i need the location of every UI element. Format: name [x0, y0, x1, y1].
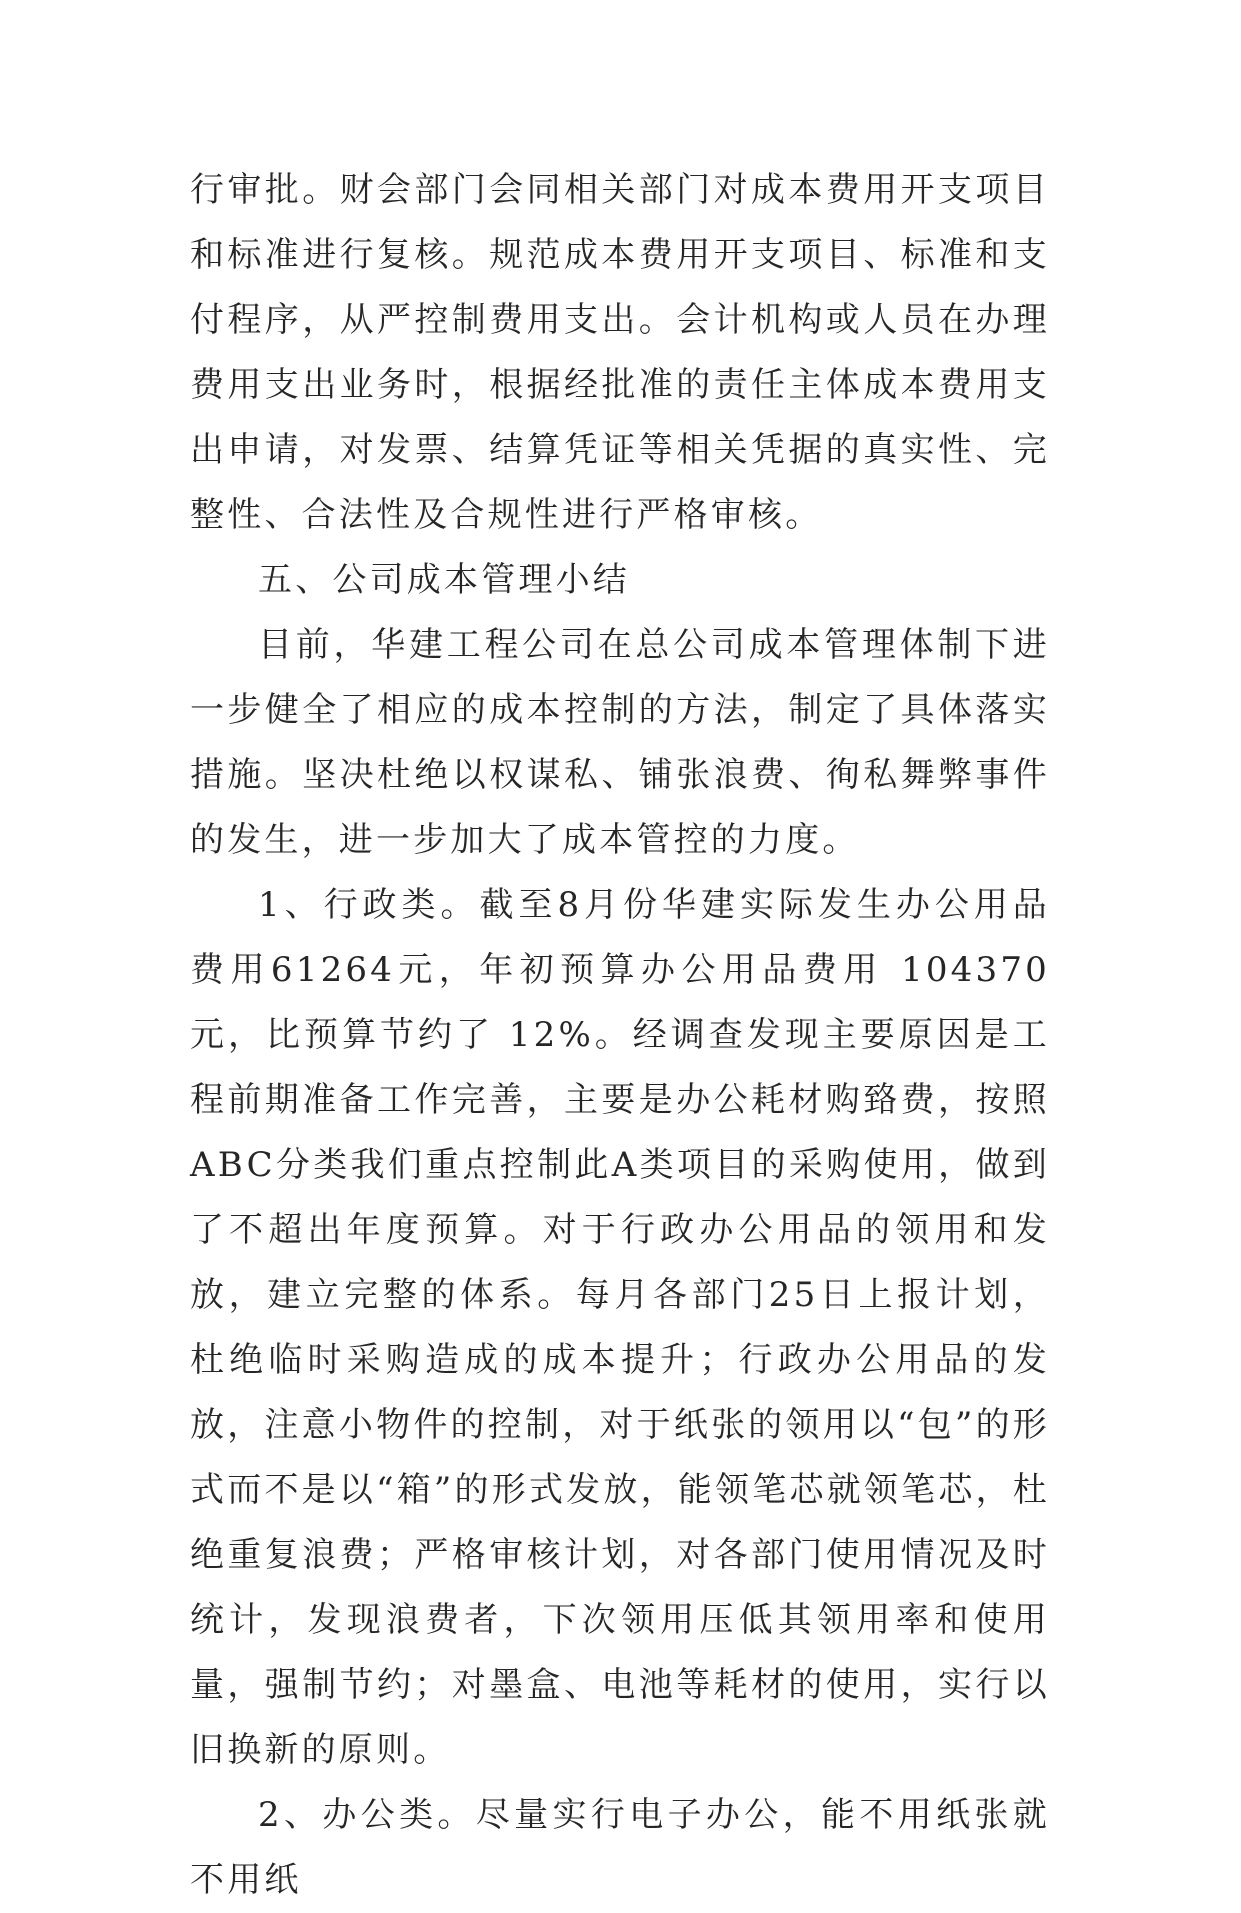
document-body [190, 158, 1050, 1913]
paragraph-office: 2、办公类。尽量实行电子办公，能不用纸张就不用纸 [190, 1795, 1050, 1900]
paragraph-approval-review: 行审批。财会部门会同相关部门对成本费用开支项目和标准进行复核。规范成本费用开支项目、标准和支付程序，从严控制费用支出。会计机构或人员在办理费用支出业务时，根据经批准的责任主体成本费用支出申请，对发票、结算凭证等相关凭据的真实性、完整性、合法性及合规性进行严格审核。 [190, 170, 1050, 535]
paragraph-current-status: 目前，华建工程公司在总公司成本管理体制下进一步健全了相应的成本控制的方法，制定了具体落实措施。坚决杜绝以权谋私、铺张浪费、徇私舞弊事件的发生，进一步加大了成本管控的力度。 [190, 625, 1050, 860]
paragraph-administrative: 1、行政类。截至8月份华建实际发生办公用品费用61264元，年初预算办公用品费用 104370 元，比预算节约了 12%。经调查发现主要原因是工程前期准备工作完善，主要是办公耗材购臵费，按照ABC分类我们重点控制此A类项目的采购使用，做到了不超出年度预算。对于行政办公用品的领用和发放，建立完整的体系。每月各部门25日上报计划，杜绝临时采购造成的成本提升；行政办公用品的发放，注意小物件的控制，对于纸张的领用以“包”的形式而不是以“箱”的形式发放，能领笔芯就领笔芯，杜绝重复浪费；严格审核计划，对各部门使用情况及时统计，发现浪费者，下次领用压低其领用率和使用量，强制节约；对墨盒、电池等耗材的使用，实行以旧换新的原则。 [190, 885, 1050, 1770]
section-heading-cost-summary: 五、公司成本管理小结 [258, 560, 630, 600]
